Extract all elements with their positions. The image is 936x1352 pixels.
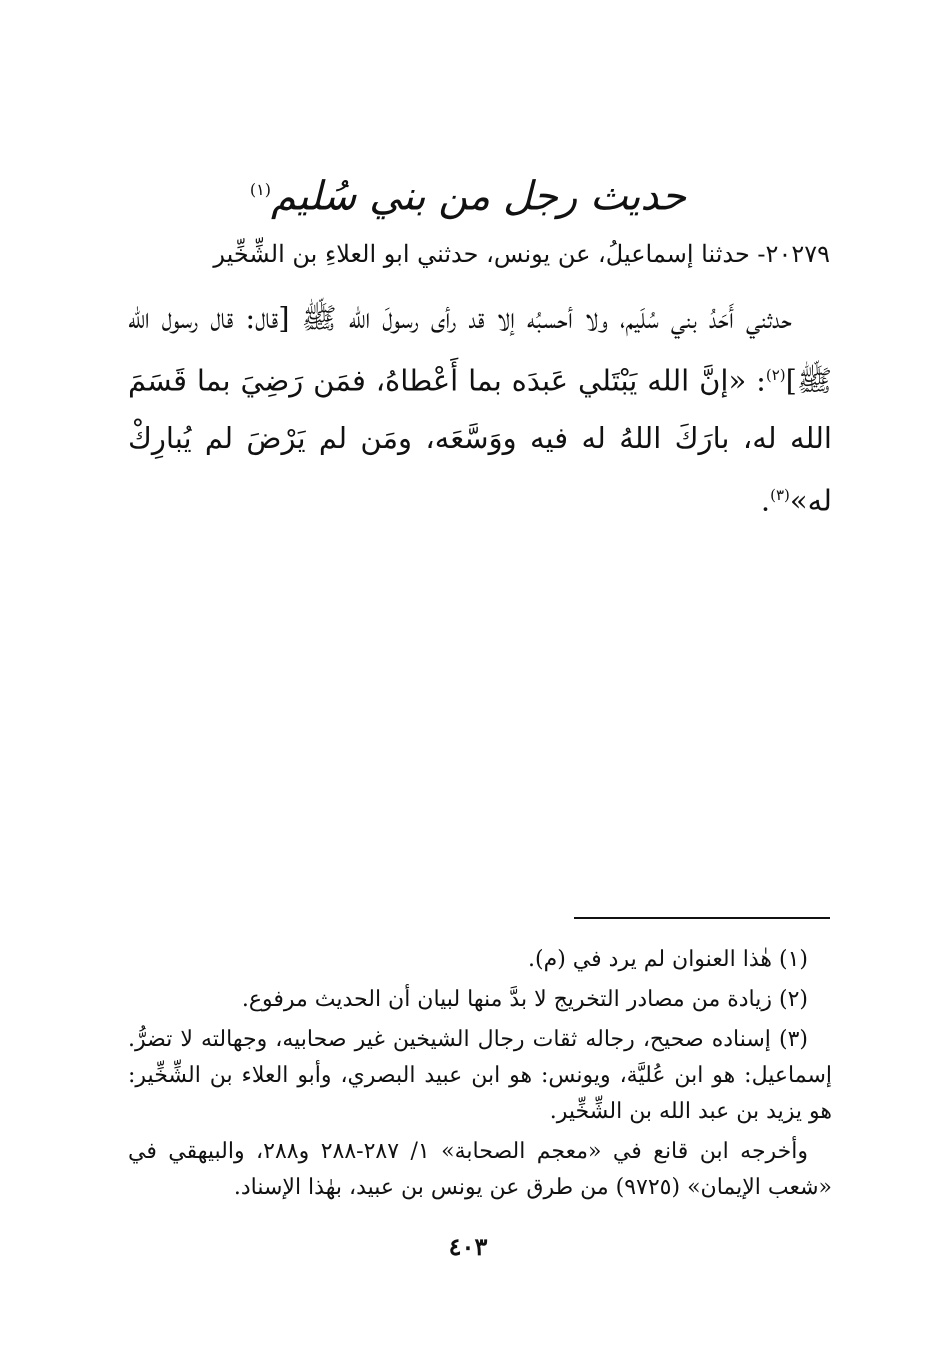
page-number: ٤٠٣ bbox=[448, 1232, 488, 1261]
footnote-separator bbox=[574, 917, 830, 919]
footnotes bbox=[128, 942, 832, 1210]
hadith-opening: حدثني أَحَدُ بني سُلَيم، ولا أحسبُه إلا قد رأى رسولَ الله ﷺ [قال: قال رسول الله ﷺ] bbox=[128, 301, 832, 398]
footnote-marker-2: (٢) bbox=[765, 366, 786, 384]
footnote-marker-3: (٣) bbox=[770, 485, 790, 504]
footnote-3: (٣) إسناده صحيح، رجاله ثقات رجال الشيخين غير صحابيه، وجهالته لا تضرُّ. إسماعيل: هو ابن عُليَّة، ويونس: هو ابن عبيد البصري، وأبو العلاء بن الشِّخِّير: هو يزيد بن عبد الله بن الشِّخِّير. bbox=[128, 1027, 832, 1124]
hadith-paragraph bbox=[128, 290, 832, 529]
title-text: حديث رجل من بني سُليم bbox=[270, 173, 687, 220]
hadith-text bbox=[128, 290, 832, 529]
footnote-1: (١) هٰذا العنوان لم يرد في (م). bbox=[528, 947, 808, 972]
title-footnote-marker: (١) bbox=[249, 180, 271, 199]
footnote-2: (٢) زيادة من مصادر التخريج لا بدَّ منها لبيان أن الحديث مرفوع. bbox=[241, 987, 808, 1012]
footnote-3-continuation: وأخرجه ابن قانع في «معجم الصحابة» ١/ ٢٨٧-٢٨٨ و٢٨٨، والبيهقي في «شعب الإيمان» (٩٧٢٥) من طرق عن يونس بن عبيد، بهٰذا الإسناد. bbox=[128, 1139, 832, 1200]
hadith-matn: : «إنَّ الله يَبْتَلي عَبدَه بما أَعْطاهُ، فمَن رَضِيَ بما قَسَمَ الله له، بارَكَ اللهُ له فيه ووَسَّعَه، ومَن لم يَرْضَ لم يُبارِكْ له» bbox=[128, 363, 832, 518]
hadith-section-title bbox=[0, 162, 936, 224]
hadith-end-mark: . bbox=[760, 483, 771, 518]
hadith-isnad-line: ٢٠٢٧٩- حدثنا إسماعيلُ، عن يونس، حدثني ابو العلاءِ بن الشِّخِّير bbox=[213, 240, 830, 268]
